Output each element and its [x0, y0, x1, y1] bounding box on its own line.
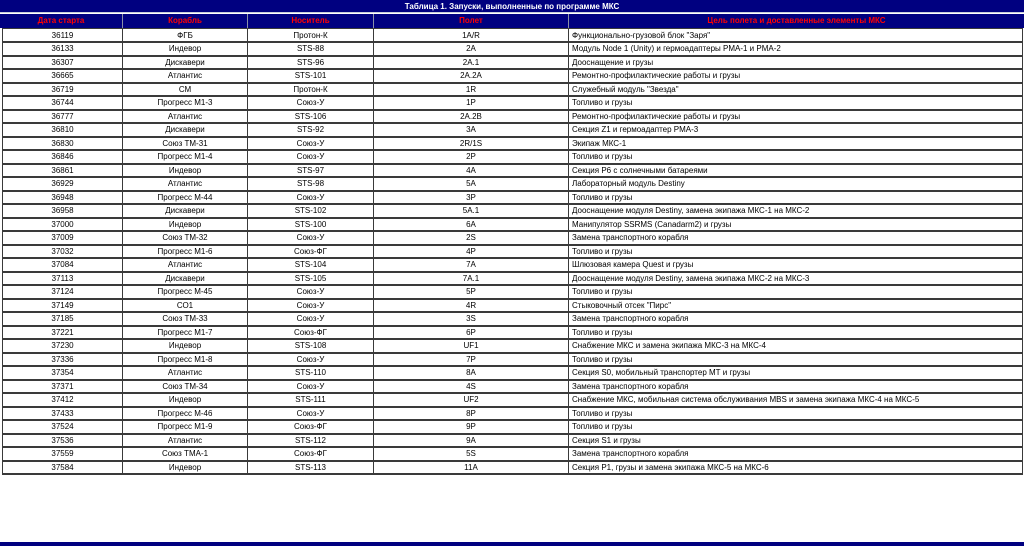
cell-flight: 7A.1	[374, 272, 569, 286]
cell-carrier: Союз-У	[248, 353, 374, 367]
table-title: Таблица 1. Запуски, выполненные по программе МКС	[404, 2, 620, 11]
cell-ship: СМ	[123, 83, 248, 97]
cell-carrier: Союз-У	[248, 299, 374, 313]
cell-purpose: Снабжение МКС, мобильная система обслуживания MBS и замена экипажа МКС-4 на МКС-5	[569, 393, 1023, 407]
cell-flight: 8A	[374, 366, 569, 380]
cell-flight: UF2	[374, 393, 569, 407]
cell-ship: Атлантис	[123, 110, 248, 124]
cell-purpose: Топливо и грузы	[569, 96, 1023, 110]
table-row	[3, 353, 1023, 367]
cell-carrier: STS-88	[248, 42, 374, 56]
cell-purpose: Секция P1, грузы и замена экипажа МКС-5 на МКС-6	[569, 461, 1023, 475]
cell-ship: Дискавери	[123, 204, 248, 218]
cell-start-date: 37354	[3, 366, 123, 380]
cell-start-date: 36846	[3, 150, 123, 164]
cell-purpose: Шлюзовая камера Quest и грузы	[569, 258, 1023, 272]
cell-carrier: STS-110	[248, 366, 374, 380]
cell-purpose: Секция S0, мобильный транспортер МТ и грузы	[569, 366, 1023, 380]
cell-flight: 5S	[374, 447, 569, 461]
table-row	[3, 434, 1023, 448]
table-row	[3, 420, 1023, 434]
cell-ship: Союз ТМ-34	[123, 380, 248, 394]
cell-purpose: Дооснащение и грузы	[569, 56, 1023, 70]
cell-ship: Прогресс М1-4	[123, 150, 248, 164]
cell-carrier: Союз-У	[248, 231, 374, 245]
table-row	[3, 366, 1023, 380]
cell-flight: 9A	[374, 434, 569, 448]
cell-ship: Индевор	[123, 42, 248, 56]
cell-carrier: STS-100	[248, 218, 374, 232]
cell-flight: 1A/R	[374, 29, 569, 43]
cell-flight: UF1	[374, 339, 569, 353]
table-header-row	[0, 14, 1024, 28]
cell-flight: 7A	[374, 258, 569, 272]
cell-ship: Прогресс М-45	[123, 285, 248, 299]
cell-purpose: Дооснащение модуля Destiny, замена экипажа МКС-1 на МКС-2	[569, 204, 1023, 218]
cell-purpose: Замена транспортного корабля	[569, 312, 1023, 326]
cell-start-date: 36830	[3, 137, 123, 151]
cell-start-date: 37230	[3, 339, 123, 353]
cell-flight: 2R/1S	[374, 137, 569, 151]
table-row	[3, 110, 1023, 124]
table-row	[3, 285, 1023, 299]
cell-purpose: Секция Z1 и гермоадаптер PMA-3	[569, 123, 1023, 137]
cell-ship: СО1	[123, 299, 248, 313]
cell-carrier: STS-111	[248, 393, 374, 407]
cell-ship: Прогресс М-44	[123, 191, 248, 205]
table-row	[3, 191, 1023, 205]
table-row	[3, 69, 1023, 83]
column-header: Дата старта	[37, 16, 85, 25]
cell-ship: Индевор	[123, 164, 248, 178]
cell-start-date: 37009	[3, 231, 123, 245]
table-row	[3, 447, 1023, 461]
table-row	[3, 204, 1023, 218]
cell-ship: Атлантис	[123, 177, 248, 191]
cell-flight: 4A	[374, 164, 569, 178]
cell-start-date: 37185	[3, 312, 123, 326]
cell-carrier: STS-112	[248, 434, 374, 448]
table-row	[3, 312, 1023, 326]
cell-start-date: 36133	[3, 42, 123, 56]
launch-table	[2, 28, 1023, 475]
cell-purpose: Лабораторный модуль Destiny	[569, 177, 1023, 191]
cell-carrier: Союз-ФГ	[248, 326, 374, 340]
cell-start-date: 36307	[3, 56, 123, 70]
cell-carrier: Союз-У	[248, 312, 374, 326]
cell-purpose: Топливо и грузы	[569, 407, 1023, 421]
cell-purpose: Замена транспортного корабля	[569, 380, 1023, 394]
cell-carrier: STS-113	[248, 461, 374, 475]
cell-ship: Дискавери	[123, 123, 248, 137]
cell-flight: 11A	[374, 461, 569, 475]
cell-ship: Союз ТМ-32	[123, 231, 248, 245]
cell-ship: Индевор	[123, 393, 248, 407]
cell-purpose: Топливо и грузы	[569, 420, 1023, 434]
table-row	[3, 164, 1023, 178]
cell-carrier: Союз-У	[248, 285, 374, 299]
table-row	[3, 272, 1023, 286]
cell-purpose: Топливо и грузы	[569, 353, 1023, 367]
table-row	[3, 380, 1023, 394]
cell-flight: 4P	[374, 245, 569, 259]
cell-start-date: 37584	[3, 461, 123, 475]
cell-carrier: STS-105	[248, 272, 374, 286]
table-row	[3, 258, 1023, 272]
cell-purpose: Модуль Node 1 (Unity) и гермоадаптеры PMA-1 и PMA-2	[569, 42, 1023, 56]
table-row	[3, 218, 1023, 232]
cell-flight: 4R	[374, 299, 569, 313]
table-row	[3, 96, 1023, 110]
cell-start-date: 37113	[3, 272, 123, 286]
cell-flight: 5P	[374, 285, 569, 299]
cell-purpose: Топливо и грузы	[569, 150, 1023, 164]
table-row	[3, 137, 1023, 151]
table-row	[3, 339, 1023, 353]
cell-carrier: Союз-У	[248, 137, 374, 151]
cell-ship: ФГБ	[123, 29, 248, 43]
cell-purpose: Дооснащение модуля Destiny, замена экипажа МКС-2 на МКС-3	[569, 272, 1023, 286]
cell-purpose: Служебный модуль "Звезда"	[569, 83, 1023, 97]
table-row	[3, 326, 1023, 340]
cell-start-date: 37371	[3, 380, 123, 394]
cell-flight: 2A	[374, 42, 569, 56]
cell-start-date: 36948	[3, 191, 123, 205]
cell-flight: 2P	[374, 150, 569, 164]
column-header: Корабль	[122, 14, 247, 28]
cell-carrier: STS-98	[248, 177, 374, 191]
cell-purpose: Топливо и грузы	[569, 191, 1023, 205]
cell-purpose: Топливо и грузы	[569, 245, 1023, 259]
cell-flight: 5A.1	[374, 204, 569, 218]
cell-carrier: Протон-К	[248, 83, 374, 97]
cell-start-date: 37336	[3, 353, 123, 367]
cell-start-date: 37000	[3, 218, 123, 232]
cell-purpose: Стыковочный отсек "Пирс"	[569, 299, 1023, 313]
cell-carrier: STS-97	[248, 164, 374, 178]
table-row	[3, 461, 1023, 475]
table-row	[3, 29, 1023, 43]
cell-ship: Прогресс М1-7	[123, 326, 248, 340]
cell-purpose: Топливо и грузы	[569, 285, 1023, 299]
cell-carrier: Союз-У	[248, 96, 374, 110]
cell-carrier: Протон-К	[248, 29, 374, 43]
cell-start-date: 36744	[3, 96, 123, 110]
table-row	[3, 123, 1023, 137]
cell-purpose: Ремонтно-профилактические работы и грузы	[569, 69, 1023, 83]
cell-start-date: 37124	[3, 285, 123, 299]
cell-carrier: Союз-У	[248, 380, 374, 394]
cell-ship: Дискавери	[123, 56, 248, 70]
cell-start-date: 37433	[3, 407, 123, 421]
cell-ship: Прогресс М1-9	[123, 420, 248, 434]
cell-flight: 2A.2B	[374, 110, 569, 124]
cell-flight: 2S	[374, 231, 569, 245]
cell-ship: Прогресс М1-8	[123, 353, 248, 367]
cell-start-date: 37149	[3, 299, 123, 313]
table-row	[3, 56, 1023, 70]
cell-ship: Прогресс М1-3	[123, 96, 248, 110]
cell-carrier: Союз-ФГ	[248, 420, 374, 434]
cell-carrier: Союз-У	[248, 407, 374, 421]
cell-ship: Атлантис	[123, 434, 248, 448]
cell-flight: 9P	[374, 420, 569, 434]
cell-flight: 1R	[374, 83, 569, 97]
cell-ship: Прогресс М-46	[123, 407, 248, 421]
table-row	[3, 245, 1023, 259]
cell-flight: 6P	[374, 326, 569, 340]
cell-ship: Союз ТМ-31	[123, 137, 248, 151]
table-title-bar	[0, 0, 1024, 13]
cell-flight: 2A.2A	[374, 69, 569, 83]
cell-carrier: Союз-У	[248, 150, 374, 164]
cell-start-date: 36777	[3, 110, 123, 124]
cell-start-date: 37412	[3, 393, 123, 407]
cell-purpose: Секция P6 с солнечными батареями	[569, 164, 1023, 178]
bottom-navy-strip	[0, 542, 1024, 546]
cell-purpose: Ремонтно-профилактические работы и грузы	[569, 110, 1023, 124]
cell-start-date: 36861	[3, 164, 123, 178]
table-row	[3, 393, 1023, 407]
cell-ship: Индевор	[123, 461, 248, 475]
cell-flight: 1P	[374, 96, 569, 110]
table-row	[3, 407, 1023, 421]
cell-start-date: 36958	[3, 204, 123, 218]
column-header: Носитель	[247, 14, 373, 28]
cell-flight: 3P	[374, 191, 569, 205]
cell-flight: 6A	[374, 218, 569, 232]
cell-ship: Атлантис	[123, 366, 248, 380]
table-row	[3, 231, 1023, 245]
cell-ship: Атлантис	[123, 258, 248, 272]
column-header: Цель полета и доставленные элементы МКС	[568, 14, 1024, 28]
cell-purpose: Замена транспортного корабля	[569, 231, 1023, 245]
cell-start-date: 37084	[3, 258, 123, 272]
cell-ship: Атлантис	[123, 69, 248, 83]
cell-ship: Прогресс М1-6	[123, 245, 248, 259]
cell-carrier: Союз-ФГ	[248, 447, 374, 461]
cell-purpose: Функционально-грузовой блок "Заря"	[569, 29, 1023, 43]
cell-start-date: 36810	[3, 123, 123, 137]
cell-carrier: STS-104	[248, 258, 374, 272]
cell-flight: 3S	[374, 312, 569, 326]
table-row	[3, 177, 1023, 191]
column-header: Полет	[373, 14, 568, 28]
cell-flight: 3A	[374, 123, 569, 137]
cell-start-date: 36929	[3, 177, 123, 191]
cell-ship: Союз ТМ-33	[123, 312, 248, 326]
cell-carrier: STS-108	[248, 339, 374, 353]
table-row	[3, 150, 1023, 164]
cell-start-date: 36719	[3, 83, 123, 97]
cell-carrier: STS-96	[248, 56, 374, 70]
cell-start-date: 37032	[3, 245, 123, 259]
cell-ship: Союз ТМА-1	[123, 447, 248, 461]
cell-carrier: STS-102	[248, 204, 374, 218]
cell-start-date: 37524	[3, 420, 123, 434]
cell-start-date: 36119	[3, 29, 123, 43]
cell-start-date: 37221	[3, 326, 123, 340]
cell-flight: 2A.1	[374, 56, 569, 70]
table-row	[3, 83, 1023, 97]
cell-start-date: 36665	[3, 69, 123, 83]
cell-carrier: STS-101	[248, 69, 374, 83]
cell-purpose: Манипулятор SSRMS (Canadarm2) и грузы	[569, 218, 1023, 232]
cell-purpose: Замена транспортного корабля	[569, 447, 1023, 461]
cell-carrier: Союз-У	[248, 191, 374, 205]
launch-table-body	[3, 29, 1023, 475]
cell-flight: 5A	[374, 177, 569, 191]
cell-ship: Индевор	[123, 218, 248, 232]
table-row	[3, 42, 1023, 56]
cell-purpose: Экипаж МКС-1	[569, 137, 1023, 151]
cell-ship: Индевор	[123, 339, 248, 353]
cell-carrier: STS-106	[248, 110, 374, 124]
table-row	[3, 299, 1023, 313]
cell-purpose: Секция S1 и грузы	[569, 434, 1023, 448]
cell-carrier: STS-92	[248, 123, 374, 137]
cell-flight: 8P	[374, 407, 569, 421]
cell-purpose: Топливо и грузы	[569, 326, 1023, 340]
cell-flight: 7P	[374, 353, 569, 367]
cell-start-date: 37559	[3, 447, 123, 461]
cell-carrier: Союз-ФГ	[248, 245, 374, 259]
cell-ship: Дискавери	[123, 272, 248, 286]
cell-purpose: Снабжение МКС и замена экипажа МКС-3 на МКС-4	[569, 339, 1023, 353]
cell-start-date: 37536	[3, 434, 123, 448]
cell-flight: 4S	[374, 380, 569, 394]
